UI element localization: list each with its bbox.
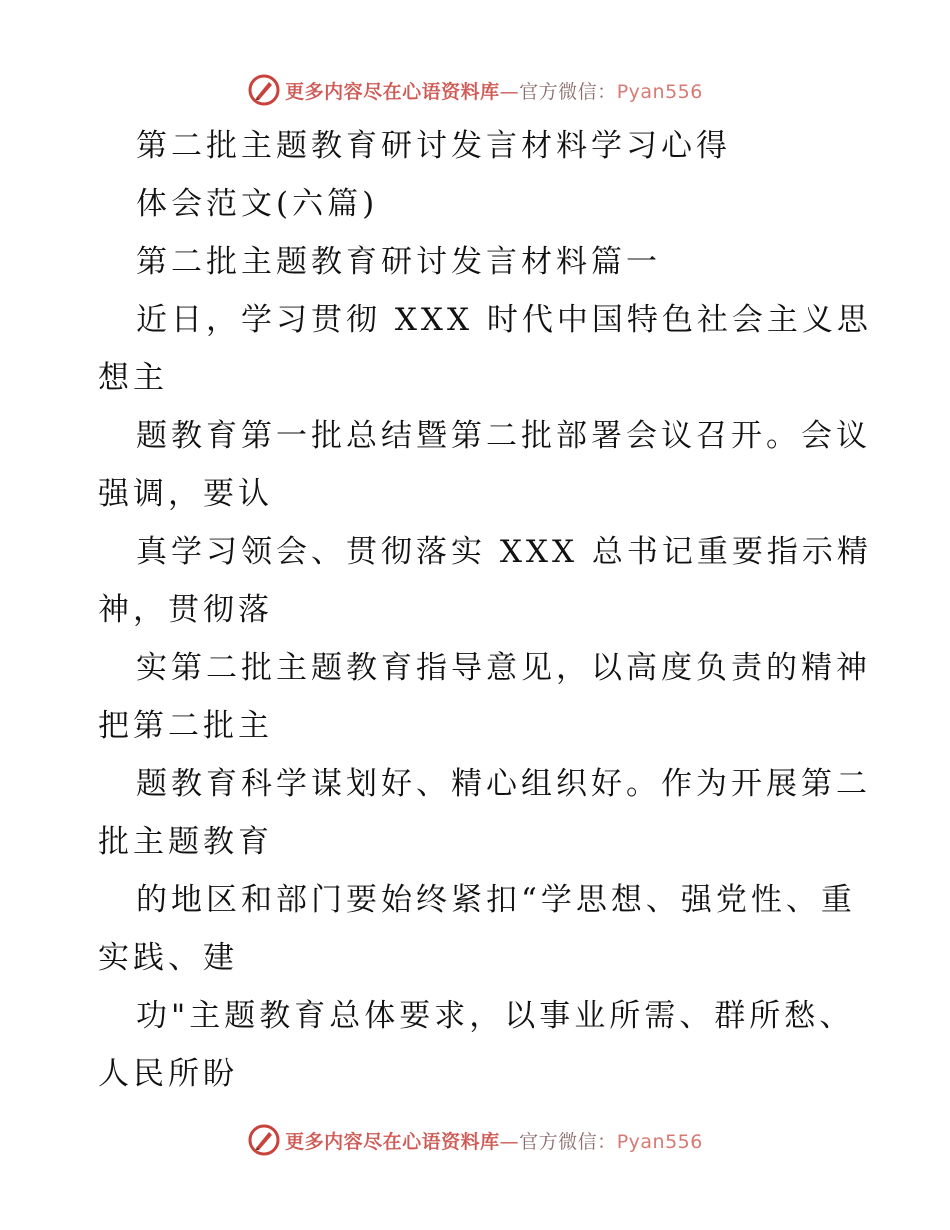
paragraph-line: 强调，要认 xyxy=(98,476,273,512)
section-heading: 第二批主题教育研讨发言材料篇一 xyxy=(136,244,661,280)
paragraph-line: 功"主题教育总体要求，以事业所需、群所愁、 xyxy=(136,998,855,1034)
paragraph-line: 把第二批主 xyxy=(98,708,273,744)
paragraph-line: 实第二批主题教育指导意见，以高度负责的精神 xyxy=(136,650,871,686)
banner-dash: — xyxy=(499,1130,520,1153)
banner-dash: — xyxy=(499,80,520,103)
banner-text xyxy=(285,1127,703,1154)
paragraph-line: 人民所盼 xyxy=(98,1056,238,1092)
footer-watermark-banner xyxy=(0,1120,950,1160)
header-watermark-banner xyxy=(0,70,950,110)
paragraph-line: 题教育科学谋划好、精心组织好。作为开展第二 xyxy=(136,766,871,802)
paragraph-line: 真学习领会、贯彻落实 XXX 总书记重要指示精 xyxy=(136,534,872,570)
paragraph-line: 想主 xyxy=(98,360,168,396)
banner-text xyxy=(285,77,703,104)
banner-wechat-label: 官方微信： xyxy=(519,80,617,103)
document-title-line-2: 体会范文(六篇) xyxy=(136,186,379,222)
paragraph-line: 的地区和部门要始终紧扣“学思想、强党性、重 xyxy=(136,882,856,918)
banner-main-text: 更多内容尽在心语资料库 xyxy=(285,80,500,103)
quill-logo-icon xyxy=(247,73,281,107)
banner-main-text: 更多内容尽在心语资料库 xyxy=(285,1130,500,1153)
document-title-line-1: 第二批主题教育研讨发言材料学习心得 xyxy=(136,128,731,164)
paragraph-line: 批主题教育 xyxy=(98,824,273,860)
paragraph-line: 题教育第一批总结暨第二批部署会议召开。会议 xyxy=(136,418,871,454)
banner-wechat-label: 官方微信： xyxy=(519,1130,617,1153)
banner-wechat-id: Pyan556 xyxy=(616,80,703,103)
paragraph-line: 近日，学习贯彻 XXX 时代中国特色社会主义思 xyxy=(136,302,872,338)
paragraph-line: 实践、建 xyxy=(98,940,238,976)
banner-wechat-id: Pyan556 xyxy=(616,1130,703,1153)
quill-logo-icon xyxy=(247,1123,281,1157)
paragraph-line: 神，贯彻落 xyxy=(98,592,273,628)
